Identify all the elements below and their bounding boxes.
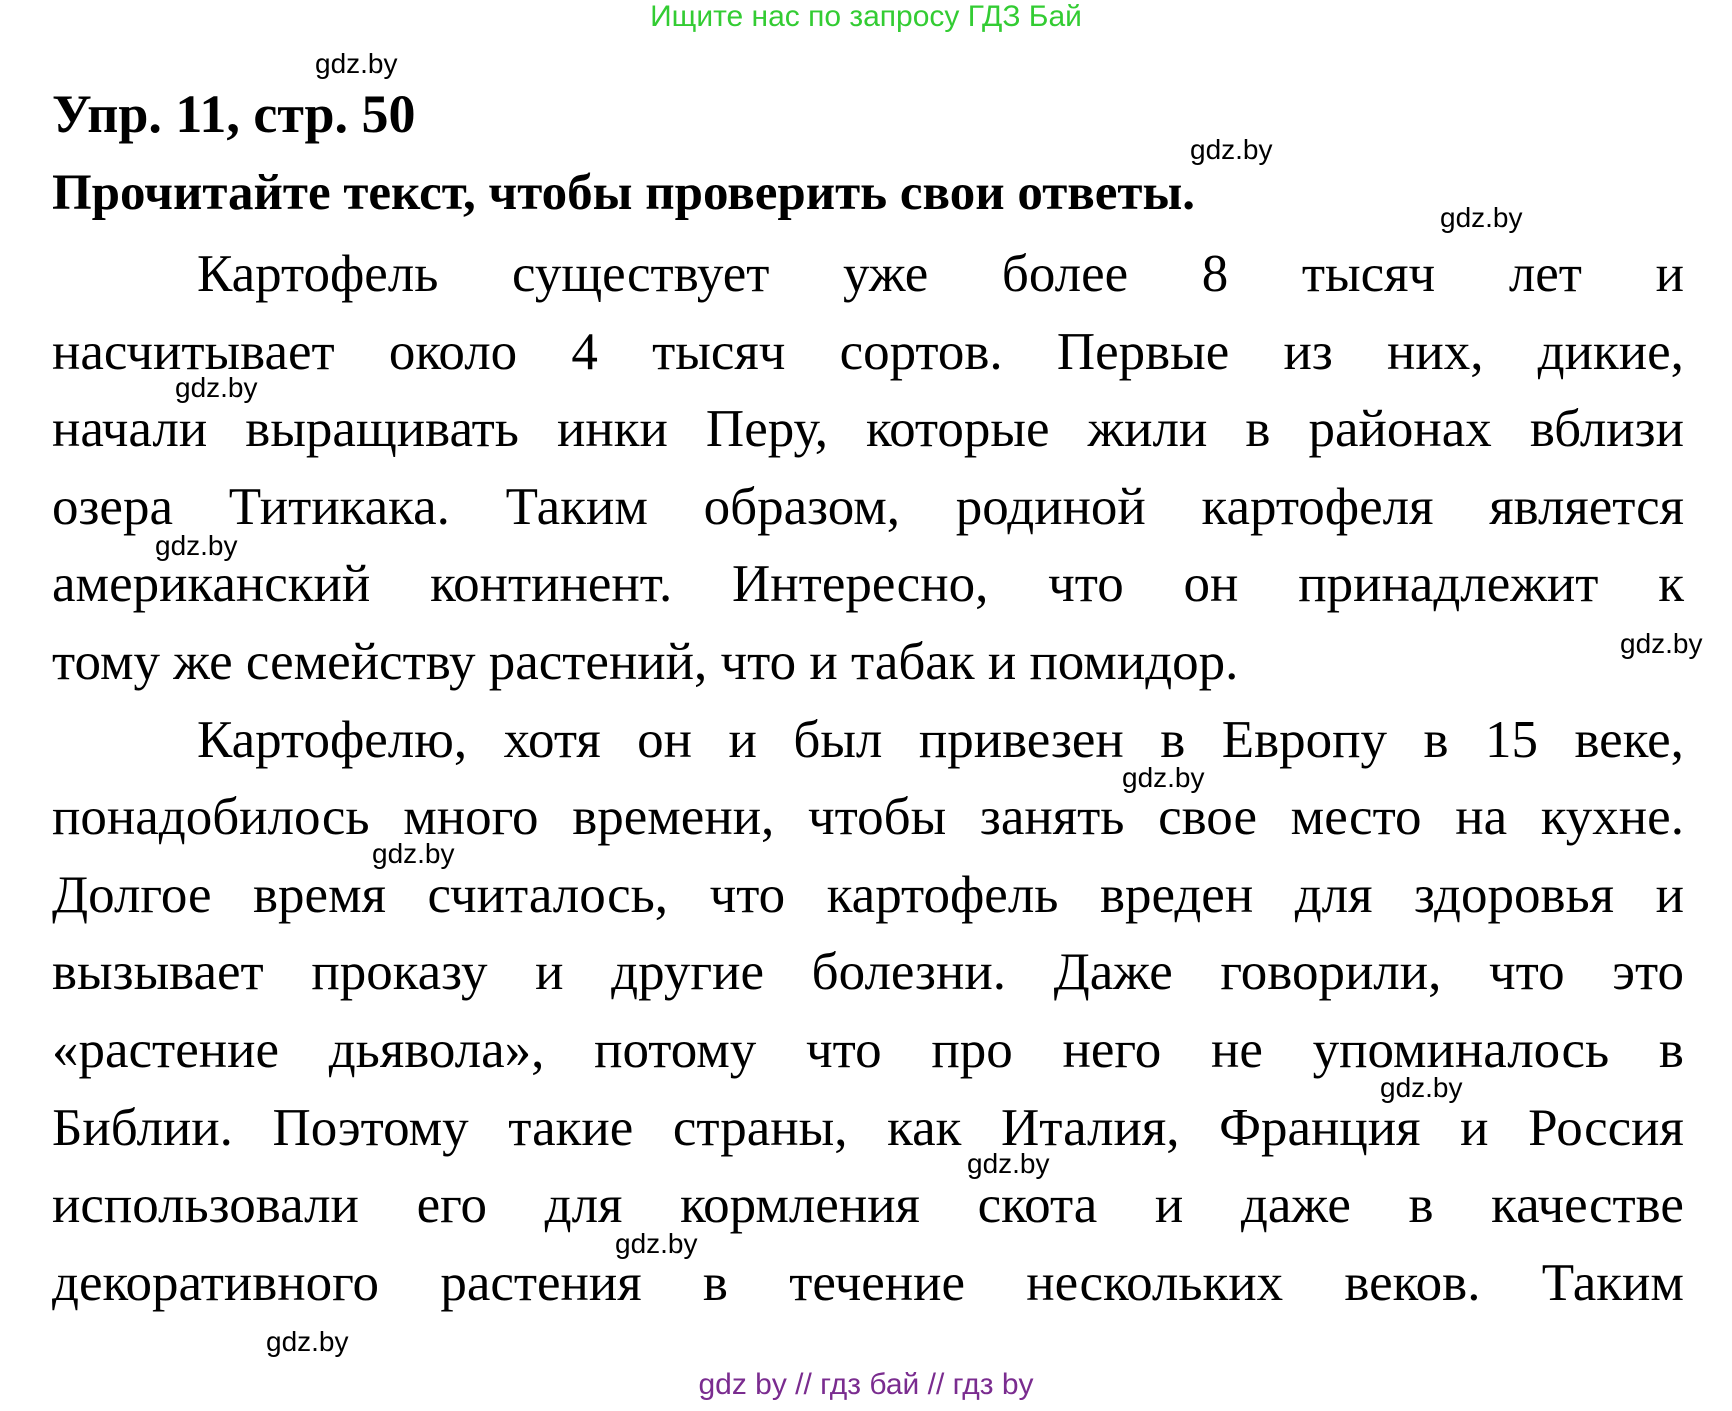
word: для — [544, 1176, 623, 1235]
word: много — [403, 788, 539, 847]
text-line — [52, 702, 1684, 780]
word: свое — [1158, 788, 1257, 847]
word: и — [1154, 1176, 1184, 1235]
text-line-words — [52, 934, 1684, 1012]
word: Интересно, — [732, 555, 989, 614]
word: «растение — [52, 1020, 279, 1079]
word: жили — [1087, 400, 1208, 459]
word: растения — [440, 1253, 642, 1312]
text-line — [52, 779, 1684, 857]
word: Поэтому — [272, 1098, 469, 1157]
word: из — [1283, 322, 1333, 381]
word: на — [1455, 788, 1508, 847]
word: тысяч — [1301, 245, 1436, 303]
watermark: gdz.by — [155, 530, 238, 561]
word: 15 — [1485, 710, 1538, 769]
word: дикие, — [1537, 322, 1684, 381]
word: он — [637, 710, 693, 769]
watermark: gdz.by — [175, 372, 258, 403]
word: течение — [789, 1253, 966, 1312]
word: Даже — [1053, 943, 1173, 1002]
word: более — [1001, 245, 1129, 303]
word: в — [1423, 710, 1449, 769]
text-line — [52, 469, 1684, 547]
word: них, — [1387, 322, 1484, 381]
word: континент. — [430, 555, 673, 614]
text-line-words — [52, 391, 1684, 469]
word: насчитывает — [52, 322, 335, 381]
word: Титикака. — [228, 477, 450, 536]
word: и — [535, 943, 564, 1002]
word: образом, — [703, 477, 901, 536]
word: и — [1655, 245, 1684, 303]
text-line-words — [52, 1245, 1684, 1323]
text-line — [52, 546, 1684, 624]
text-line-words — [52, 857, 1684, 935]
exercise-instruction: Прочитайте текст, чтобы проверить свои ответы. — [52, 165, 1196, 221]
word: и — [1655, 865, 1684, 924]
word: и — [728, 710, 757, 769]
word: картофель — [826, 865, 1059, 924]
word: Италия, — [1000, 1098, 1180, 1157]
footer-watermark: gdz by // гдз бай // гдз by — [698, 1368, 1034, 1401]
word: него — [1062, 1020, 1162, 1079]
word: начали — [52, 400, 208, 459]
text-line-words — [52, 546, 1684, 624]
text-line-words — [52, 779, 1684, 857]
word: вреден — [1099, 865, 1254, 924]
word: место — [1290, 788, 1422, 847]
word: в — [1658, 1020, 1684, 1079]
word: озера — [52, 477, 173, 536]
word: другие — [611, 943, 765, 1002]
watermark: gdz.by — [1620, 628, 1703, 659]
word: хотя — [503, 710, 601, 769]
watermark: gdz.by — [372, 838, 455, 869]
word: декоративного — [52, 1253, 380, 1312]
word: про — [931, 1020, 1013, 1079]
word: принадлежит — [1298, 555, 1599, 614]
word: упоминалось — [1312, 1020, 1610, 1079]
word: вызывает — [52, 943, 264, 1002]
word: является — [1489, 477, 1684, 536]
word: 4 — [571, 322, 598, 381]
word: в — [702, 1253, 728, 1312]
text-line-words — [52, 1167, 1684, 1245]
text-line — [52, 236, 1684, 314]
word: понадобилось — [52, 788, 370, 847]
word: проказу — [311, 943, 488, 1002]
word: Перу, — [705, 400, 828, 459]
word: времени, — [572, 788, 775, 847]
word: как — [887, 1098, 962, 1157]
word: веке, — [1574, 710, 1684, 769]
word: качестве — [1491, 1176, 1684, 1235]
word: в — [1160, 710, 1186, 769]
watermark: gdz.by — [1122, 762, 1205, 793]
watermark: gdz.by — [315, 48, 398, 79]
word: что — [709, 865, 786, 924]
watermark: gdz.by — [1190, 134, 1273, 165]
text-line — [52, 391, 1684, 469]
word: тысяч — [652, 322, 786, 381]
top-banner: Ищите нас по запросу ГДЗ Бай — [650, 0, 1082, 33]
text-line-words — [52, 469, 1684, 547]
text-line — [52, 934, 1684, 1012]
word: Первые — [1056, 322, 1230, 381]
text-line — [52, 1167, 1684, 1245]
word: использовали — [52, 1176, 359, 1235]
text-line-words — [197, 236, 1684, 314]
word: что — [1048, 555, 1124, 614]
word: такие — [508, 1098, 634, 1157]
word: в — [1245, 400, 1271, 459]
word: Европу — [1221, 710, 1388, 769]
word: выращивать — [245, 400, 519, 459]
word: в — [1408, 1176, 1434, 1235]
word: скота — [977, 1176, 1098, 1235]
word: около — [388, 322, 518, 381]
word: здоровья — [1414, 865, 1615, 924]
word: он — [1183, 555, 1239, 614]
word: Картофелю, — [197, 710, 468, 769]
word: и — [1460, 1098, 1489, 1157]
word: кормления — [680, 1176, 920, 1235]
word: сортов. — [839, 322, 1003, 381]
word: для — [1294, 865, 1373, 924]
word: потому — [594, 1020, 757, 1079]
word: нескольких — [1026, 1253, 1284, 1312]
text-line — [52, 314, 1684, 392]
word: Таким — [1541, 1253, 1684, 1312]
word: Таким — [505, 477, 648, 536]
word: кухне. — [1540, 788, 1684, 847]
word: что — [806, 1020, 882, 1079]
watermark: gdz.by — [1380, 1072, 1463, 1103]
word: 8 — [1201, 245, 1229, 303]
word: американский — [52, 555, 371, 614]
word: время — [253, 865, 386, 924]
text-line — [52, 857, 1684, 935]
word: его — [416, 1176, 488, 1235]
watermark: gdz.by — [967, 1148, 1050, 1179]
word: даже — [1240, 1176, 1351, 1235]
word: которые — [866, 400, 1050, 459]
word: это — [1612, 943, 1684, 1002]
text-line-words — [52, 314, 1684, 392]
exercise-title: Упр. 11, стр. 50 — [52, 84, 416, 144]
word: веков. — [1344, 1253, 1481, 1312]
word: родиной — [955, 477, 1146, 536]
watermark: gdz.by — [266, 1326, 349, 1357]
word: картофеля — [1201, 477, 1434, 536]
word: что — [1489, 943, 1565, 1002]
word: болезни. — [811, 943, 1006, 1002]
word: лет — [1508, 245, 1582, 303]
word: не — [1210, 1020, 1263, 1079]
text-line-words: тому же семейству растений, что и табак и помидор. — [52, 632, 1239, 691]
watermark: gdz.by — [1440, 202, 1523, 233]
word: чтобы — [808, 788, 947, 847]
text-line — [52, 624, 1684, 702]
word: был — [793, 710, 883, 769]
word: Россия — [1528, 1098, 1684, 1157]
word: существует — [512, 245, 770, 303]
word: Картофель — [197, 245, 439, 303]
text-line — [52, 1245, 1684, 1323]
word: уже — [843, 245, 929, 303]
word: инки — [557, 400, 668, 459]
word: дьявола», — [328, 1020, 545, 1079]
word: занять — [979, 788, 1125, 847]
word: к — [1658, 555, 1684, 614]
word: привезен — [918, 710, 1124, 769]
word: вблизи — [1529, 400, 1684, 459]
word: Долгое — [52, 865, 212, 924]
watermark: gdz.by — [615, 1228, 698, 1259]
word: страны, — [672, 1098, 848, 1157]
exercise-text — [52, 236, 1684, 1322]
word: говорили, — [1220, 943, 1442, 1002]
word: считалось, — [427, 865, 669, 924]
word: районах — [1308, 400, 1492, 459]
text-line-words — [197, 702, 1684, 780]
word: Франция — [1219, 1098, 1421, 1157]
word: Библии. — [52, 1098, 233, 1157]
